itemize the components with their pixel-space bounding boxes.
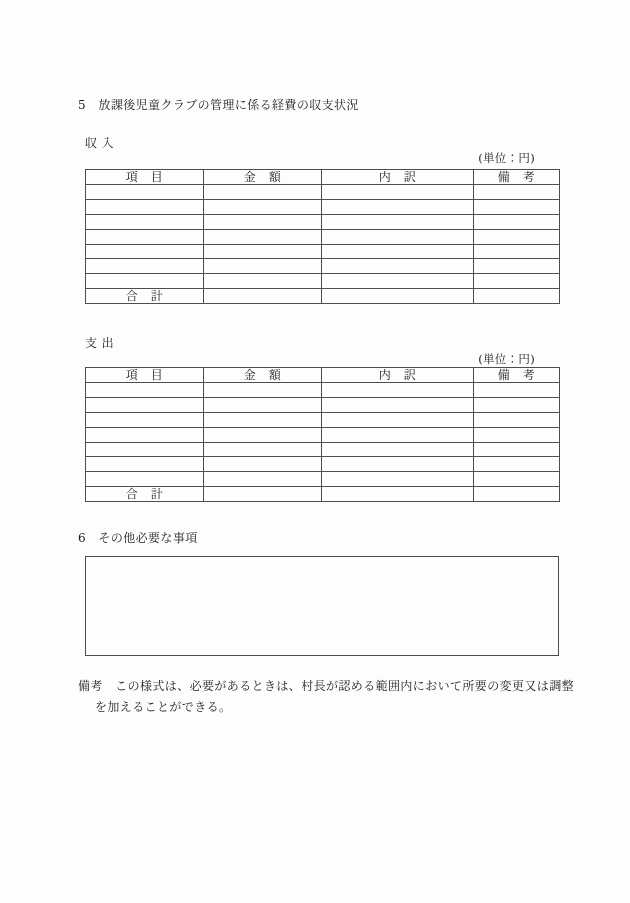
empty-cell: [86, 229, 204, 244]
column-header: 備 考: [474, 170, 560, 185]
empty-data-row: [86, 229, 560, 244]
column-header: 内 訳: [322, 368, 474, 383]
empty-cell: [474, 427, 560, 442]
empty-cell: [86, 214, 204, 229]
income-section-label: 収 入: [85, 136, 115, 150]
total-amount-cell: [204, 487, 322, 502]
empty-cell: [474, 383, 560, 398]
empty-cell: [204, 259, 322, 274]
column-header: 項 目: [86, 170, 204, 185]
empty-cell: [322, 397, 474, 412]
empty-cell: [86, 427, 204, 442]
empty-cell: [474, 397, 560, 412]
empty-data-row: [86, 214, 560, 229]
empty-cell: [322, 229, 474, 244]
empty-cell: [204, 244, 322, 259]
total-row: [86, 487, 560, 502]
empty-cell: [204, 397, 322, 412]
empty-cell: [474, 185, 560, 200]
empty-cell: [322, 472, 474, 487]
empty-cell: [86, 412, 204, 427]
empty-cell: [322, 259, 474, 274]
empty-cell: [86, 442, 204, 457]
empty-data-row: [86, 427, 560, 442]
column-header: 項 目: [86, 368, 204, 383]
empty-cell: [322, 244, 474, 259]
total-breakdown-cell: [322, 487, 474, 502]
empty-cell: [204, 427, 322, 442]
empty-cell: [474, 229, 560, 244]
total-row: [86, 289, 560, 304]
empty-data-row: [86, 457, 560, 472]
empty-cell: [86, 199, 204, 214]
empty-cell: [474, 472, 560, 487]
empty-cell: [204, 457, 322, 472]
section6-title: 6 その他必要な事項: [78, 531, 198, 545]
empty-cell: [322, 214, 474, 229]
empty-cell: [204, 214, 322, 229]
expense-table: [85, 367, 560, 502]
empty-cell: [322, 442, 474, 457]
column-header: 金 額: [204, 170, 322, 185]
other-matters-box: [85, 556, 559, 656]
empty-cell: [474, 457, 560, 472]
empty-cell: [474, 244, 560, 259]
empty-cell: [86, 457, 204, 472]
total-label-cell: 合 計: [86, 487, 204, 502]
empty-cell: [204, 412, 322, 427]
total-breakdown-cell: [322, 289, 474, 304]
empty-cell: [204, 185, 322, 200]
empty-cell: [322, 185, 474, 200]
remarks-note-line1: 備考 この様式は、必要があるときは、村長が認める範囲内において所要の変更又は調整: [78, 679, 575, 693]
column-header: 内 訳: [322, 170, 474, 185]
total-remarks-cell: [474, 289, 560, 304]
empty-cell: [474, 412, 560, 427]
remarks-note-line2: を加えることができる。: [95, 700, 232, 714]
empty-cell: [86, 259, 204, 274]
empty-cell: [322, 457, 474, 472]
empty-data-row: [86, 274, 560, 289]
empty-cell: [204, 274, 322, 289]
empty-cell: [86, 397, 204, 412]
empty-cell: [474, 199, 560, 214]
empty-data-row: [86, 259, 560, 274]
empty-data-row: [86, 412, 560, 427]
income-table: [85, 169, 560, 304]
empty-cell: [86, 274, 204, 289]
empty-cell: [322, 412, 474, 427]
empty-data-row: [86, 397, 560, 412]
header-row: [86, 368, 560, 383]
empty-cell: [204, 383, 322, 398]
total-remarks-cell: [474, 487, 560, 502]
header-row: [86, 170, 560, 185]
empty-cell: [204, 472, 322, 487]
empty-data-row: [86, 442, 560, 457]
empty-cell: [86, 185, 204, 200]
empty-cell: [322, 383, 474, 398]
empty-data-row: [86, 244, 560, 259]
empty-data-row: [86, 383, 560, 398]
empty-cell: [474, 214, 560, 229]
empty-cell: [204, 442, 322, 457]
section5-title: 5 放課後児童クラブの管理に係る経費の収支状況: [78, 98, 359, 112]
empty-cell: [86, 472, 204, 487]
empty-cell: [86, 383, 204, 398]
empty-cell: [474, 442, 560, 457]
empty-cell: [204, 229, 322, 244]
empty-cell: [204, 199, 322, 214]
column-header: 金 額: [204, 368, 322, 383]
empty-data-row: [86, 199, 560, 214]
column-header: 備 考: [474, 368, 560, 383]
empty-cell: [86, 244, 204, 259]
total-label-cell: 合 計: [86, 289, 204, 304]
empty-cell: [322, 274, 474, 289]
empty-cell: [474, 259, 560, 274]
empty-data-row: [86, 185, 560, 200]
empty-data-row: [86, 472, 560, 487]
empty-cell: [474, 274, 560, 289]
income-unit-note: (単位：円): [478, 151, 535, 165]
expense-unit-note: (単位：円): [478, 352, 535, 366]
total-amount-cell: [204, 289, 322, 304]
expense-section-label: 支 出: [85, 336, 115, 350]
empty-cell: [322, 427, 474, 442]
empty-cell: [322, 199, 474, 214]
